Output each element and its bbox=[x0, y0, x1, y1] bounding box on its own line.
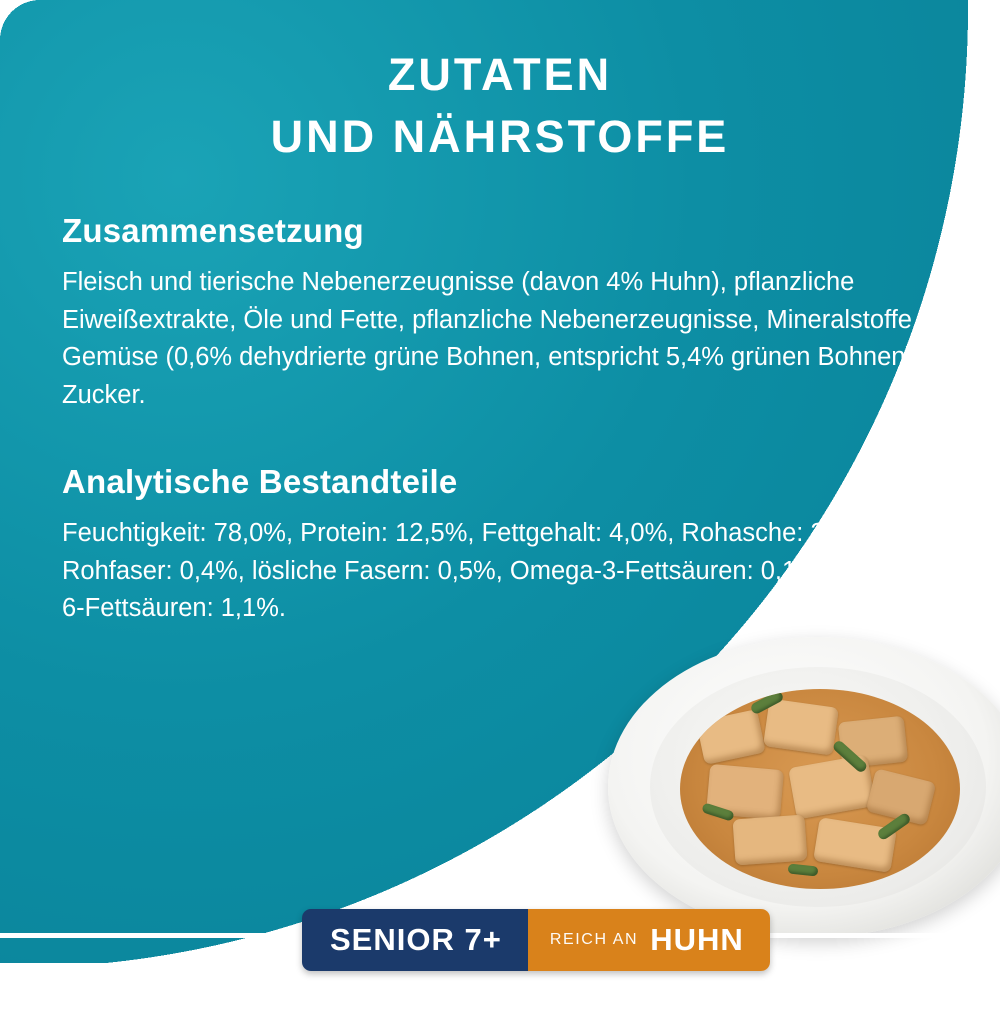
badge-left-senior: SENIOR 7+ bbox=[302, 909, 528, 971]
page-title-line-1: ZUTATEN bbox=[387, 49, 613, 100]
section-body-analytical: Feuchtigkeit: 78,0%, Protein: 12,5%, Fettgehalt: 4,0%, Rohasche: 2,5%, Rohfaser: 0,4%, lösliche Fasern: 0,5%, Omega-3-Fettsäuren: 0,1%, Omega-6-Fettsäuren: 1,1%. bbox=[62, 518, 926, 623]
badge-small-label: REICH AN bbox=[549, 931, 639, 948]
badge-right-flavor bbox=[528, 909, 770, 971]
page-title-line-2: UND NÄHRSTOFFE bbox=[270, 111, 730, 163]
meat-chunk bbox=[763, 698, 839, 755]
section-heading-composition: Zusammensetzung bbox=[62, 212, 364, 249]
section-heading-analytical: Analytische Bestandteile bbox=[62, 462, 458, 500]
content-area bbox=[62, 212, 942, 628]
gravy-area bbox=[680, 689, 960, 889]
status-badge bbox=[302, 909, 770, 971]
green-bean bbox=[788, 863, 819, 876]
corner-mask-top-left bbox=[0, 0, 40, 40]
page-title bbox=[0, 44, 1000, 168]
badge-big-label: HUHN bbox=[650, 922, 744, 957]
meat-chunk bbox=[732, 815, 807, 866]
section-body-composition: Fleisch und tierische Nebenerzeugnisse (davon 4% Huhn), pflanzliche Eiweißextrakte, Öle und Fette, pflanzliche Nebenerzeugnisse, Mineralstoffe, Gemüse (0,6% dehydrierte grüne Bohnen, entspricht 5,4% grünen Bohnen), Zucker. bbox=[62, 268, 922, 410]
section-spacer bbox=[62, 415, 942, 463]
